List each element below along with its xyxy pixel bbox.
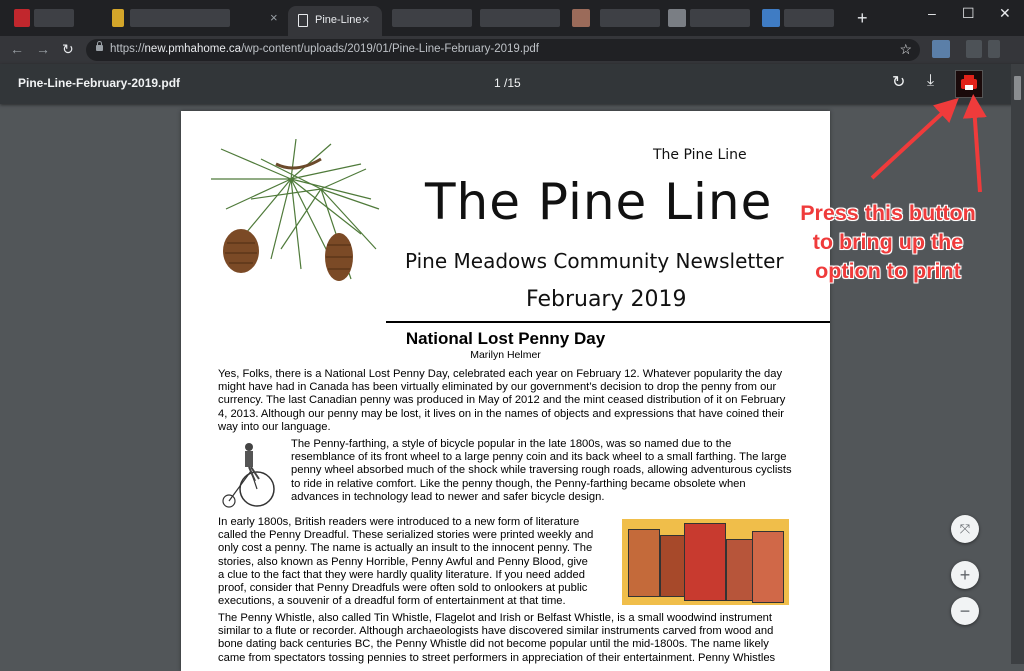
blurred-tab-title[interactable] — [600, 9, 660, 27]
penny-farthing-illustration — [215, 437, 279, 509]
vertical-scrollbar[interactable] — [1011, 64, 1024, 664]
blurred-tab-favicon[interactable] — [112, 9, 124, 27]
blurred-tab-title[interactable] — [784, 9, 834, 27]
reload-button[interactable]: ↻ — [62, 41, 74, 57]
blurred-tab-favicon[interactable] — [668, 9, 686, 27]
article-paragraph: Yes, Folks, there is a National Lost Penny Day, celebrated each year on February 12. Whatever popularity the day might have had in Canada has been virtually eliminated by our government’s decision to drop the penny from our currency. The last Canadian penny was produced in May of 2012 and the mint ceased distribution of it on February 4, 2013. Although our penny may be lost, it lives on in the names of objects and expressions that have coined their way into our language. — [218, 368, 786, 433]
browser-toolbar — [0, 36, 1024, 64]
comic-cover — [684, 523, 726, 601]
url-scheme: https:// — [110, 43, 145, 55]
tab-close-icon[interactable]: × — [270, 10, 278, 25]
close-window-button[interactable]: ✕ — [999, 5, 1011, 21]
newsletter-issue-date: February 2019 — [526, 287, 687, 312]
blurred-tab-title[interactable] — [392, 9, 472, 27]
star-icon[interactable]: ☆ — [899, 41, 912, 57]
annotation-line: to bring up the — [812, 230, 964, 254]
scrollbar-thumb[interactable] — [1014, 76, 1021, 100]
tab-title: Pine-Line — [315, 14, 362, 26]
extension-icon[interactable] — [932, 40, 950, 58]
blurred-tab-title[interactable] — [480, 9, 560, 27]
address-bar[interactable] — [86, 39, 920, 61]
url-text[interactable] — [110, 43, 539, 55]
newsletter-masthead: The Pine Line — [425, 173, 773, 231]
download-icon[interactable]: ⤓ — [927, 72, 935, 89]
rotate-icon[interactable]: ↻ — [892, 74, 906, 91]
newsletter-subtitle: Pine Meadows Community Newsletter — [405, 249, 784, 273]
url-path: /wp-content/uploads/2019/01/Pine-Line-February-2019.pdf — [241, 43, 539, 55]
zoom-out-icon[interactable]: − — [951, 597, 979, 625]
annotation-arrows — [860, 92, 1000, 202]
print-icon — [961, 79, 977, 89]
lock-icon[interactable] — [96, 45, 103, 51]
minimize-button[interactable]: – — [928, 5, 936, 21]
masthead-divider — [386, 321, 830, 323]
zoom-in-icon[interactable]: + — [951, 561, 979, 589]
page-icon — [298, 14, 308, 27]
blurred-tab-title[interactable] — [34, 9, 74, 27]
annotation-callout — [770, 199, 1006, 286]
new-tab-button[interactable]: + — [857, 8, 868, 28]
comic-cover — [628, 529, 660, 597]
tab-close-icon[interactable]: × — [362, 12, 370, 27]
comic-cover — [752, 531, 784, 603]
extension-icon[interactable] — [988, 40, 1000, 58]
page-indicator[interactable]: 1 /15 — [494, 76, 521, 90]
blurred-tab-favicon[interactable] — [572, 9, 590, 27]
article-paragraph: The Penny-farthing, a style of bicycle popular in the late 1800s, was so named due to the resemblance of its front wheel to a large penny coin and its back wheel to a small farthing. The large penny wheel absorbed much of the shock while traversing rough roads, allowing adventurous cyclists to ride in relative comfort. Like the penny though, the Penny-farthing became obsolete when advances in technology lead to newer and safer bicycle design. — [291, 438, 792, 503]
maximize-button[interactable]: ☐ — [962, 5, 975, 21]
annotation-line: Press this button — [800, 201, 976, 225]
blurred-tab-favicon[interactable] — [762, 9, 780, 27]
url-host: new.pmhahome.ca — [144, 43, 242, 55]
article-paragraph: In early 1800s, British readers were introduced to a new form of literature called the Penny Dreadful. These serialized stories were printed weekly and only cost a penny. The name is actually an insult to the innocent penny. The stories, also known as Penny Horrible, Penny Awful and Penny Blood, give a clue to the fact that they were hardly quality literature. If you need added proof, consider that Penny Dreadfuls were often sold to onlookers at public executions, a souvenir of a dreadful form of entertainment at that time. — [218, 516, 594, 608]
active-tab[interactable] — [288, 6, 382, 36]
forward-button[interactable]: → — [36, 41, 50, 57]
penny-dreadful-covers-image — [622, 519, 789, 605]
blurred-tab-title[interactable] — [690, 9, 750, 27]
comic-cover — [726, 539, 754, 601]
blurred-tab-favicon[interactable] — [14, 9, 30, 27]
pdf-file-name: Pine-Line-February-2019.pdf — [18, 76, 181, 90]
tab-strip — [0, 0, 1024, 36]
article-byline: Marilyn Helmer — [470, 349, 541, 361]
blurred-tab-title[interactable] — [130, 9, 230, 27]
fit-page-icon[interactable]: ⤧ — [951, 515, 979, 543]
annotation-line: option to print — [815, 259, 961, 283]
pdf-page — [181, 111, 830, 671]
pine-branch-illustration — [201, 139, 381, 299]
article-title: National Lost Penny Day — [405, 329, 606, 348]
extension-icon[interactable] — [966, 40, 982, 58]
back-button[interactable]: ← — [10, 41, 24, 57]
newsletter-kicker: The Pine Line — [653, 147, 747, 163]
article-paragraph: The Penny Whistle, also called Tin Whistle, Flagelot and Irish or Belfast Whistle, is a small woodwind instrument similar to a flute or recorder. Although archaeologists have discovered similar instruments carved from wood and bone dating back centuries BC, the Penny Whistle did not become popular until the mid-1800s. The name likely came from spectators tossing pennies to street performers in appreciation of their entertainment. Penny Whistles — [218, 612, 776, 664]
